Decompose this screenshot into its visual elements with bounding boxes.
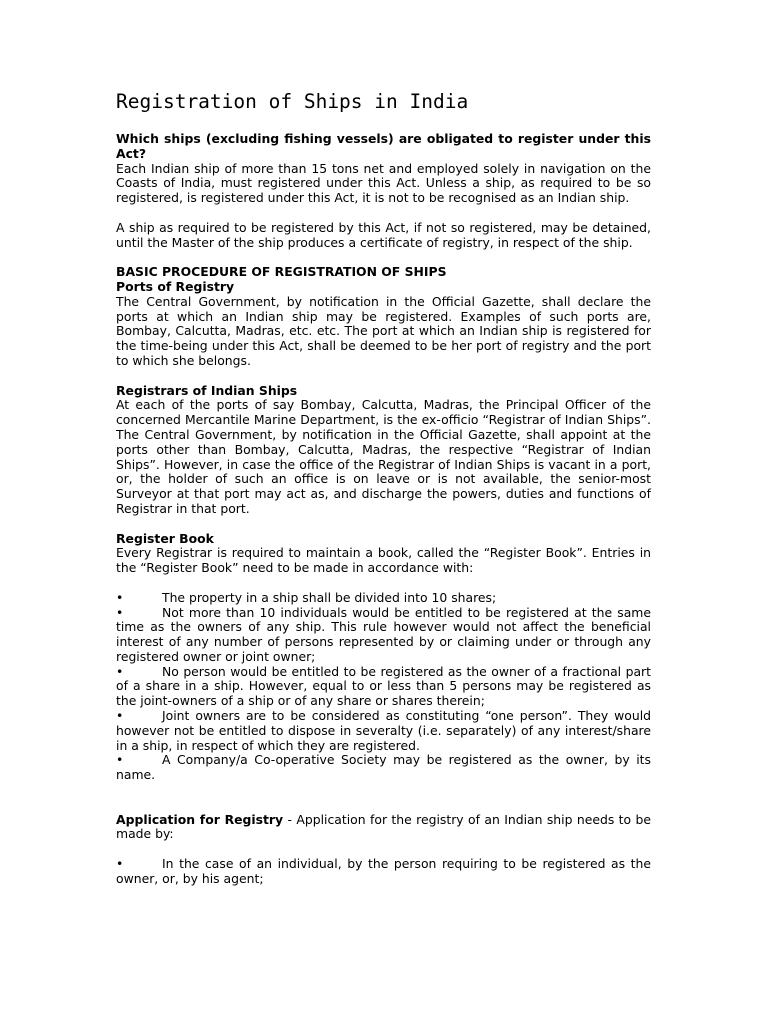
document-title: Registration of Ships in India bbox=[116, 90, 469, 113]
section-heading-obligated-ships: Which ships (excluding fishing vessels) are obligated to register under this Act? bbox=[116, 131, 651, 161]
subheading-registrars: Registrars of Indian Ships bbox=[116, 382, 298, 398]
list-item bbox=[116, 665, 651, 709]
paragraph-register-book-intro: Every Registrar is required to maintain a book, called the “Register Book”. Entries in the “Register Book” need to be made in accordance with: bbox=[116, 545, 651, 576]
paragraph-ports-of-registry: The Central Government, by notification in the Official Gazette, shall declare the ports at which an Indian ship may be registered. Examples of such ports are, Bombay, Calcutta, Madras, etc. etc. The port at which an Indian ship is registered for the time-being under this Act, shall be deemed to be her port of registry and the port to which she belongs. bbox=[116, 293, 651, 368]
list-item bbox=[116, 591, 651, 606]
paragraph-registrars: At each of the ports of say Bombay, Calcutta, Madras, the Principal Officer of the concerned Mercantile Marine Department, is the ex-officio “Registrar of Indian Ships”. The Central Government, by notification in the Official Gazette, shall appoint at the ports other than Bombay, Calcutta, Madras, the respective “Registrar of Indian Ships”. However, in case the office of the Registrar of Indian Ships is vacant in a port, or, the holder of such an office is on leave or is not available, the senior-most Surveyor at that port may act as, and discharge the powers, duties and functions of Registrar in that port. bbox=[116, 397, 651, 516]
bullet-icon: • bbox=[116, 752, 124, 768]
paragraph-obligated-ships: Each Indian ship of more than 15 tons net and employed solely in navigation on the Coasts of India, must registered under this Act. Unless a ship, as required to be so registered, is registered under this Act, it is not to be recognised as an Indian ship. bbox=[116, 160, 651, 206]
paragraph-application bbox=[116, 813, 651, 843]
bullet-icon: • bbox=[116, 708, 124, 724]
list-item bbox=[116, 709, 651, 753]
list-item-text: The property in a ship shall be divided into 10 shares; bbox=[162, 589, 497, 605]
list-item-text: No person would be entitled to be registered as the owner of a fractional part of a share in a ship. However, equal to or less than 5 persons may be registered as the joint-owners of a ship or of any share or shares therein; bbox=[116, 663, 651, 709]
section-heading-basic-procedure: BASIC PROCEDURE OF REGISTRATION OF SHIPS bbox=[116, 264, 447, 280]
list-item bbox=[116, 857, 651, 887]
bullet-icon: • bbox=[116, 856, 124, 872]
list-item-text: In the case of an individual, by the person requiring to be registered as the owner, or, by his agent; bbox=[116, 856, 651, 886]
list-item-text: Joint owners are to be considered as constituting “one person”. They would however not be entitled to dispose in severalty (i.e. separately) of any interest/share in a ship, in respect of which they are registered. bbox=[116, 708, 651, 753]
list-item-text: A Company/a Co-operative Society may be registered as the owner, by its name. bbox=[116, 752, 651, 783]
list-item-text: Not more than 10 individuals would be entitled to be registered at the same time as the owners of any ship. This rule however would not affect the beneficial interest of any number of persons represented by or claiming under or through any registered owner or joint owner; bbox=[116, 604, 651, 664]
document-body bbox=[116, 132, 651, 887]
subheading-ports-of-registry: Ports of Registry bbox=[116, 278, 235, 294]
subheading-register-book: Register Book bbox=[116, 530, 214, 546]
list-item bbox=[116, 606, 651, 665]
application-text: - Application for the registry of an Indian ship needs to be made by: bbox=[116, 811, 651, 842]
bullet-icon: • bbox=[116, 589, 124, 605]
subheading-application-for-registry: Application for Registry bbox=[116, 811, 284, 827]
bullet-icon: • bbox=[116, 604, 124, 620]
paragraph-detention: A ship as required to be registered by this Act, if not so registered, may be detained, until the Master of the ship produces a certificate of registry, in respect of the ship. bbox=[116, 219, 651, 250]
list-item bbox=[116, 753, 651, 783]
bullet-icon: • bbox=[116, 663, 124, 679]
